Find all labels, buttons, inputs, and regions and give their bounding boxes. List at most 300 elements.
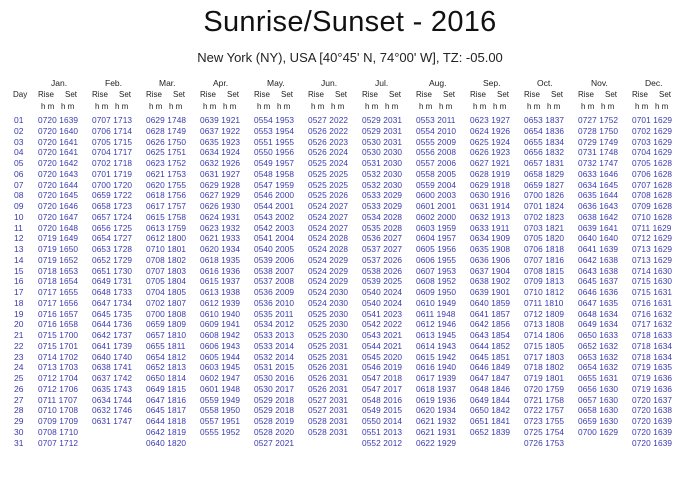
rise-set-value: 0536 2027 [362, 233, 403, 244]
rise-set-value: 0720 1641 [38, 147, 79, 158]
rise-set-value: 0649 1815 [146, 383, 187, 394]
rise-set-value: 0551 2013 [362, 426, 403, 437]
rise-set-value: 0715 1630 [632, 276, 673, 287]
rise-set-value: 0621 1932 [416, 416, 457, 426]
rise-set-value: 0710 1801 [146, 244, 187, 254]
rise-set-value: 0716 1632 [632, 308, 673, 319]
rise-set-value: 0707 1713 [92, 115, 133, 125]
rise-set-value: 0713 1629 [632, 254, 673, 265]
rise-set-value: 0710 1628 [632, 211, 673, 222]
rise-set-value: 0524 2029 [308, 276, 349, 287]
rise-set-value: 0617 1939 [416, 373, 457, 383]
rise-set-value: 0528 2031 [308, 426, 349, 437]
rise-set-value: 0549 1957 [254, 158, 295, 168]
rise-set-value: 0704 1629 [632, 147, 673, 158]
rise-header: Rise [632, 90, 649, 99]
day-number: 27 [14, 394, 24, 405]
rise-set-value: 0524 2028 [308, 244, 349, 254]
rise-set-value: 0530 2030 [362, 147, 403, 158]
units-header: h m h m [527, 102, 561, 111]
rise-set-value: 0642 1737 [92, 330, 133, 340]
set-header: Set [227, 90, 240, 99]
rise-set-value: 0619 1936 [416, 394, 457, 405]
rise-set-value: 0656 1725 [92, 222, 133, 233]
rise-set-value: 0658 1630 [578, 405, 619, 416]
rise-header: Rise [254, 90, 271, 99]
set-header: Set [335, 90, 348, 99]
rise-set-value: 0537 2008 [254, 276, 295, 287]
rise-set-value: 0524 2029 [308, 254, 349, 265]
rise-set-value: 0631 1914 [470, 201, 511, 211]
rise-set-value: 0719 1635 [632, 362, 673, 373]
rise-set-value: 0719 1652 [38, 254, 79, 265]
rise-header: Rise [38, 90, 55, 99]
day-number: 09 [14, 201, 24, 211]
rise-set-value: 0650 1633 [578, 330, 619, 340]
rise-set-value: 0705 1804 [146, 276, 187, 287]
rise-set-value: 0713 1629 [632, 244, 673, 254]
rise-set-value: 0652 1729 [92, 254, 133, 265]
units-header: h m h m [203, 102, 237, 111]
rise-set-value: 0526 2024 [308, 147, 349, 158]
rise-set-value: 0545 2020 [362, 351, 403, 362]
rise-set-value: 0527 2022 [308, 115, 349, 125]
set-header: Set [551, 90, 564, 99]
rise-header: Rise [146, 90, 163, 99]
rise-set-value: 0702 1807 [146, 297, 187, 308]
rise-set-value: 0703 1629 [632, 136, 673, 147]
rise-set-value: 0550 1956 [254, 147, 295, 158]
rise-set-value: 0551 1955 [254, 136, 295, 147]
rise-set-value: 0533 2014 [254, 340, 295, 351]
rise-set-value: 0657 1724 [92, 211, 133, 222]
rise-set-value: 0717 1803 [524, 351, 565, 362]
rise-set-value: 0617 1757 [146, 201, 187, 211]
rise-set-value: 0620 1934 [416, 405, 457, 416]
rise-set-value: 0634 1645 [578, 179, 619, 190]
rise-set-value: 0529 2018 [254, 405, 295, 416]
rise-set-value: 0525 2025 [308, 179, 349, 190]
day-number: 31 [14, 437, 24, 448]
rise-set-value: 0653 1632 [578, 351, 619, 362]
rise-set-value: 0537 2026 [362, 254, 403, 265]
rise-set-value: 0653 1728 [92, 244, 133, 254]
rise-set-value: 0718 1802 [524, 362, 565, 373]
rise-set-value: 0645 1817 [146, 405, 187, 416]
day-number: 21 [14, 330, 24, 340]
rise-set-value: 0526 2031 [308, 362, 349, 373]
rise-set-value: 0657 1810 [146, 330, 187, 340]
rise-set-value: 0607 1953 [416, 265, 457, 276]
rise-set-value: 0548 1958 [254, 168, 295, 179]
rise-set-value: 0524 2028 [308, 233, 349, 244]
rise-set-value: 0700 1808 [146, 308, 187, 319]
rise-set-value: 0711 1810 [524, 297, 564, 308]
rise-set-value: 0549 2015 [362, 405, 403, 416]
rise-set-value: 0633 1911 [470, 222, 510, 233]
day-number: 19 [14, 308, 24, 319]
rise-header: Rise [200, 90, 217, 99]
rise-set-value: 0621 1933 [200, 233, 241, 244]
day-number: 30 [14, 426, 24, 437]
units-header: h m h m [365, 102, 399, 111]
rise-set-value: 0646 1849 [470, 362, 511, 373]
rise-set-value: 0620 1934 [200, 244, 241, 254]
set-header: Set [443, 90, 456, 99]
rise-set-value: 0609 1950 [416, 287, 457, 297]
rise-set-value: 0648 1634 [578, 308, 619, 319]
rise-set-value: 0621 1931 [416, 426, 457, 437]
rise-set-value: 0720 1639 [632, 426, 673, 437]
set-header: Set [605, 90, 618, 99]
rise-set-value: 0732 1747 [578, 158, 619, 168]
rise-set-value: 0552 2012 [362, 437, 403, 448]
rise-set-value: 0659 1630 [578, 416, 619, 426]
month-name: Jul. [375, 78, 389, 88]
rise-set-value: 0633 1646 [578, 168, 619, 179]
rise-set-value: 0547 1959 [254, 179, 295, 190]
rise-set-value: 0647 1734 [92, 297, 133, 308]
rise-set-value: 0643 1854 [470, 330, 511, 340]
rise-set-value: 0650 1842 [470, 405, 511, 416]
rise-header: Rise [470, 90, 487, 99]
rise-set-value: 0711 1629 [632, 222, 672, 233]
rise-set-value: 0649 1844 [470, 394, 511, 405]
rise-set-value: 0544 2001 [254, 201, 295, 211]
rise-set-value: 0612 1946 [416, 319, 457, 330]
rise-set-value: 0524 2027 [308, 211, 349, 222]
rise-set-value: 0651 1841 [470, 416, 511, 426]
day-number: 23 [14, 351, 24, 362]
rise-set-value: 0612 1800 [146, 233, 187, 244]
rise-set-value: 0529 2031 [362, 125, 403, 136]
rise-set-value: 0530 2016 [254, 373, 295, 383]
rise-set-value: 0627 1921 [470, 158, 511, 168]
rise-set-value: 0602 2000 [416, 211, 457, 222]
rise-set-value: 0626 1923 [470, 147, 511, 158]
rise-set-value: 0728 1750 [578, 125, 619, 136]
rise-set-value: 0717 1655 [38, 287, 79, 297]
rise-set-value: 0706 1714 [92, 125, 133, 136]
rise-set-value: 0525 2030 [308, 319, 349, 330]
month-name: Aug. [429, 78, 447, 88]
rise-set-value: 0620 1755 [146, 179, 187, 190]
units-header: h m h m [635, 102, 669, 111]
rise-set-value: 0720 1639 [632, 437, 673, 448]
rise-set-value: 0708 1802 [146, 254, 187, 265]
rise-set-value: 0708 1710 [38, 426, 79, 437]
rise-set-value: 0639 1921 [200, 115, 241, 125]
day-number: 26 [14, 383, 24, 394]
rise-set-value: 0649 1634 [578, 319, 619, 330]
rise-set-value: 0720 1646 [38, 201, 79, 211]
set-header: Set [173, 90, 186, 99]
month-name: May. [267, 78, 285, 88]
rise-set-value: 0658 1723 [92, 201, 133, 211]
rise-set-value: 0550 2014 [362, 416, 403, 426]
page-title: Sunrise/Sunset - 2016 [203, 6, 497, 38]
rise-set-value: 0641 1857 [470, 308, 511, 319]
rise-set-value: 0615 1937 [200, 276, 241, 287]
rise-set-value: 0524 2030 [308, 297, 349, 308]
rise-set-value: 0638 1741 [92, 362, 133, 373]
rise-set-value: 0610 1940 [200, 308, 241, 319]
rise-set-value: 0546 2000 [254, 190, 295, 201]
rise-set-value: 0606 1943 [200, 340, 241, 351]
rise-set-value: 0615 1942 [416, 351, 457, 362]
rise-set-value: 0654 1812 [146, 351, 187, 362]
rise-set-value: 0541 2023 [362, 308, 403, 319]
day-header: Day [13, 90, 28, 99]
rise-set-value: 0647 1635 [578, 297, 619, 308]
day-number: 05 [14, 158, 24, 168]
set-header: Set [65, 90, 78, 99]
rise-set-value: 0709 1628 [632, 201, 673, 211]
rise-set-value: 0720 1641 [38, 136, 79, 147]
rise-set-value: 0702 1823 [524, 211, 565, 222]
rise-set-value: 0605 1944 [200, 351, 241, 362]
rise-set-value: 0721 1758 [524, 394, 565, 405]
rise-set-value: 0525 2030 [308, 308, 349, 319]
rise-set-value: 0542 2003 [254, 222, 295, 233]
rise-set-value: 0628 1919 [470, 168, 511, 179]
set-header: Set [281, 90, 294, 99]
rise-set-value: 0713 1703 [38, 362, 79, 373]
rise-set-value: 0710 1708 [38, 405, 79, 416]
rise-set-value: 0706 1628 [632, 168, 673, 179]
units-header: h m h m [473, 102, 507, 111]
rise-set-value: 0623 1927 [470, 115, 511, 125]
rise-set-value: 0624 1931 [200, 211, 241, 222]
rise-set-value: 0640 1859 [470, 297, 511, 308]
rise-set-value: 0714 1702 [38, 351, 79, 362]
rise-header: Rise [578, 90, 595, 99]
rise-set-value: 0712 1704 [38, 373, 79, 383]
rise-set-value: 0530 2017 [254, 383, 295, 394]
rise-set-value: 0715 1701 [38, 340, 79, 351]
rise-set-value: 0638 1642 [578, 211, 619, 222]
rise-set-value: 0621 1753 [146, 168, 187, 179]
rise-set-value: 0708 1628 [632, 190, 673, 201]
rise-set-value: 0544 2021 [362, 340, 403, 351]
units-header: h m h m [581, 102, 615, 111]
rise-set-value: 0632 1746 [92, 405, 133, 416]
rise-set-value: 0712 1706 [38, 383, 79, 394]
day-number: 22 [14, 340, 24, 351]
rise-set-value: 0605 1956 [416, 244, 457, 254]
rise-set-value: 0704 1805 [146, 287, 187, 297]
rise-set-value: 0632 1913 [470, 211, 511, 222]
rise-set-value: 0720 1643 [38, 168, 79, 179]
rise-set-value: 0726 1753 [524, 437, 565, 448]
rise-set-value: 0553 2011 [416, 115, 456, 125]
rise-set-value: 0636 1643 [578, 201, 619, 211]
rise-set-value: 0718 1653 [38, 265, 79, 276]
rise-set-value: 0702 1629 [632, 125, 673, 136]
rise-set-value: 0527 2031 [308, 405, 349, 416]
rise-set-value: 0525 2024 [308, 158, 349, 168]
rise-set-value: 0631 1747 [92, 416, 133, 426]
rise-set-value: 0648 1733 [92, 287, 133, 297]
rise-set-value: 0533 2029 [362, 201, 403, 211]
rise-set-value: 0628 1749 [146, 125, 187, 136]
rise-set-value: 0630 1916 [470, 190, 511, 201]
rise-set-value: 0641 1639 [578, 244, 619, 254]
rise-set-value: 0635 1644 [578, 190, 619, 201]
rise-set-value: 0602 1947 [200, 373, 241, 383]
day-number: 17 [14, 287, 24, 297]
rise-set-value: 0525 2030 [308, 330, 349, 340]
rise-set-value: 0652 1813 [146, 362, 187, 373]
rise-set-value: 0717 1632 [632, 319, 673, 330]
rise-set-value: 0601 1948 [200, 383, 241, 394]
rise-set-value: 0655 1811 [146, 340, 186, 351]
rise-set-value: 0554 2010 [416, 125, 457, 136]
day-number: 25 [14, 373, 24, 383]
rise-set-value: 0645 1735 [92, 308, 133, 319]
rise-set-value: 0720 1759 [524, 383, 565, 394]
rise-set-value: 0543 2002 [254, 211, 295, 222]
rise-set-value: 0527 2021 [254, 437, 295, 448]
rise-set-value: 0727 1752 [578, 115, 619, 125]
month-name: Nov. [591, 78, 608, 88]
rise-set-value: 0526 2031 [308, 373, 349, 383]
day-number: 01 [14, 115, 24, 125]
rise-set-value: 0555 2009 [416, 136, 457, 147]
rise-set-value: 0644 1736 [92, 319, 133, 330]
rise-set-value: 0524 2030 [308, 287, 349, 297]
rise-set-value: 0634 1909 [470, 233, 511, 244]
day-number: 08 [14, 190, 24, 201]
day-number: 13 [14, 244, 24, 254]
rise-set-value: 0559 2004 [416, 179, 457, 190]
rise-set-value: 0720 1642 [38, 158, 79, 168]
units-header: h m h m [257, 102, 291, 111]
rise-set-value: 0528 2020 [254, 426, 295, 437]
rise-set-value: 0705 1628 [632, 158, 673, 168]
rise-set-value: 0718 1634 [632, 351, 673, 362]
rise-set-value: 0715 1700 [38, 330, 79, 340]
set-header: Set [119, 90, 132, 99]
day-number: 07 [14, 179, 24, 190]
rise-set-value: 0629 1928 [200, 179, 241, 190]
day-number: 29 [14, 416, 24, 426]
rise-set-value: 0701 1719 [92, 168, 133, 179]
month-name: Oct. [537, 78, 553, 88]
rise-set-value: 0600 2003 [416, 190, 457, 201]
units-header: h m h m [95, 102, 129, 111]
rise-set-value: 0716 1631 [632, 297, 673, 308]
rise-set-value: 0654 1632 [578, 362, 619, 373]
rise-set-value: 0709 1813 [524, 276, 565, 287]
rise-set-value: 0715 1631 [632, 287, 673, 297]
rise-set-value: 0718 1654 [38, 276, 79, 287]
rise-set-value: 0528 2031 [308, 416, 349, 426]
rise-set-value: 0725 1754 [524, 426, 565, 437]
units-header: h m h m [41, 102, 75, 111]
month-name: Apr. [213, 78, 229, 88]
rise-set-value: 0553 1954 [254, 125, 295, 136]
day-number: 24 [14, 362, 24, 373]
rise-set-value: 0623 1932 [200, 222, 241, 233]
rise-set-value: 0714 1630 [632, 265, 673, 276]
rise-set-value: 0603 1945 [200, 362, 241, 373]
rise-set-value: 0714 1806 [524, 330, 565, 340]
rise-set-value: 0657 1831 [524, 158, 565, 168]
rise-set-value: 0729 1749 [578, 136, 619, 147]
rise-set-value: 0644 1852 [470, 340, 511, 351]
rise-set-value: 0647 1847 [470, 373, 511, 383]
rise-set-value: 0547 2017 [362, 383, 403, 394]
rise-set-value: 0613 1938 [200, 287, 241, 297]
rise-set-value: 0711 1707 [38, 394, 78, 405]
rise-set-value: 0655 1631 [578, 373, 619, 383]
rise-set-value: 0720 1647 [38, 211, 79, 222]
rise-set-value: 0532 2014 [254, 351, 295, 362]
rise-set-value: 0525 2026 [308, 190, 349, 201]
units-header: h m h m [419, 102, 453, 111]
month-name: Sep. [483, 78, 501, 88]
rise-set-value: 0624 1926 [470, 125, 511, 136]
rise-set-value: 0615 1758 [146, 211, 187, 222]
rise-set-value: 0525 2031 [308, 340, 349, 351]
day-number: 10 [14, 211, 24, 222]
rise-set-value: 0720 1639 [38, 115, 79, 125]
rise-set-value: 0720 1638 [632, 405, 673, 416]
rise-set-value: 0644 1818 [146, 416, 187, 426]
rise-set-value: 0540 2024 [362, 287, 403, 297]
rise-set-value: 0538 2026 [362, 265, 403, 276]
rise-set-value: 0713 1808 [524, 319, 565, 330]
rise-set-value: 0635 1923 [200, 136, 241, 147]
rise-set-value: 0557 1951 [200, 416, 241, 426]
rise-set-value: 0709 1709 [38, 416, 79, 426]
rise-set-value: 0538 2007 [254, 265, 295, 276]
day-number: 04 [14, 147, 24, 158]
rise-set-value: 0533 2013 [254, 330, 295, 340]
rise-set-value: 0638 1902 [470, 276, 511, 287]
rise-set-value: 0554 1953 [254, 115, 295, 125]
rise-set-value: 0557 2006 [416, 158, 457, 168]
rise-set-value: 0712 1629 [632, 233, 673, 244]
rise-set-value: 0707 1803 [146, 265, 187, 276]
rise-set-value: 0536 2009 [254, 287, 295, 297]
rise-header: Rise [362, 90, 379, 99]
rise-set-value: 0530 2031 [362, 136, 403, 147]
rise-set-value: 0719 1636 [632, 373, 673, 383]
rise-set-value: 0723 1755 [524, 416, 565, 426]
rise-set-value: 0657 1630 [578, 394, 619, 405]
day-number: 02 [14, 125, 24, 136]
rise-set-value: 0618 1935 [200, 254, 241, 265]
rise-set-value: 0719 1649 [38, 233, 79, 244]
rise-set-value: 0524 2027 [308, 222, 349, 233]
rise-set-value: 0542 2022 [362, 319, 403, 330]
rise-set-value: 0654 1727 [92, 233, 133, 244]
rise-set-value: 0539 2006 [254, 254, 295, 265]
rise-set-value: 0640 1640 [578, 233, 619, 244]
rise-set-value: 0659 1809 [146, 319, 187, 330]
rise-set-value: 0706 1818 [524, 244, 565, 254]
rise-set-value: 0720 1640 [38, 125, 79, 136]
rise-header: Rise [416, 90, 433, 99]
rise-set-value: 0702 1718 [92, 158, 133, 168]
rise-set-value: 0625 1751 [146, 147, 187, 158]
rise-set-value: 0653 1837 [524, 115, 565, 125]
rise-set-value: 0548 2016 [362, 394, 403, 405]
rise-set-value: 0656 1832 [524, 147, 565, 158]
rise-set-value: 0547 2018 [362, 373, 403, 383]
